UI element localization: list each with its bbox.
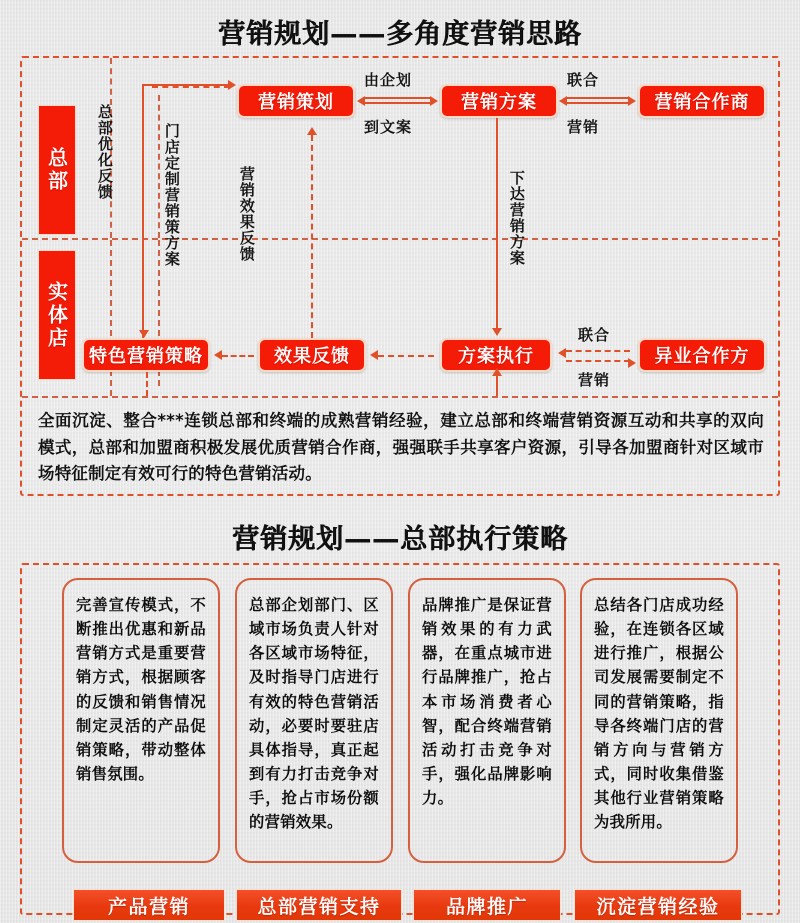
arrowhead-into-execution [492, 328, 502, 336]
arrowhead-proposal-right [430, 96, 438, 106]
arrowhead-cross-partner-right [628, 358, 636, 368]
guide-line-vertical-inner [158, 95, 160, 238]
side-label-headquarters: 总部 [38, 105, 76, 235]
side-label-physical-store: 实体店 [38, 250, 76, 380]
label-to-copy: 到文案 [364, 118, 413, 136]
strategy-card-body: 完善宣传模式，不断推出优惠和新品营销方式是重要营销方式，根据顾客的反馈和销售情况制定灵活的产品促销策略，带动整体销售氛围。 [76, 596, 206, 784]
arrow-strategy-bottom-stub [146, 372, 148, 396]
guide-line-horizontal-mid [22, 238, 778, 240]
arrow-planning-proposal [364, 97, 432, 104]
arrowhead-into-feedback [370, 350, 378, 360]
label-issue-marketing-plan: 下达营销方案 [507, 170, 526, 266]
arrowhead-feedback-up [307, 127, 317, 135]
arrowhead-proposal-left [559, 96, 567, 106]
node-marketing-planning[interactable]: 营销策划 [237, 84, 355, 118]
arrow-execution-partner-upper [566, 350, 630, 352]
arrowhead-execution-up [492, 368, 502, 376]
guide-line-horizontal-bottom [22, 396, 778, 398]
label-by-planning: 由企划 [364, 71, 413, 89]
strategy-card-body: 总部企划部门、区域市场负责人针对各区域市场特征，及时指导门店进行有效的特色营销活动，必要时要驻店具体指导，真正起到有力打击竞争对手，抢占市场份额的营销效果。 [249, 596, 379, 832]
section-2-title: 营销规划——总部执行策略 [232, 524, 568, 555]
arrow-store-custom-dashed [152, 86, 230, 88]
section-1-paragraph: 全面沉淀、整合***连锁总部和终端的成熟营销经验，建立总部和终端营销资源互动和共享的双向模式，总部和加盟商积极发展优质营销合作商，强强联手共享客户资源，引导各加盟商针对区域市场特征制定有效可行的特色营销活动。 [38, 411, 764, 484]
label-marketing-bottom: 营销 [578, 371, 611, 389]
node-effect-feedback[interactable]: 效果反馈 [258, 338, 366, 372]
arrowhead-partner-right [628, 96, 636, 106]
strategy-card-hq-marketing-support [235, 578, 393, 863]
strategy-card-brand-promotion [408, 578, 566, 863]
strategy-card-body: 总结各门店成功经验，在连锁各区域进行推广，根据公司发展需要制定不同的营销策略，指导各终端门店的营销方向与营销方式，同时收集借鉴其他行业营销策略为我所用。 [594, 596, 724, 832]
arrowhead-into-strategy [214, 350, 222, 360]
label-marketing-effect-feedback: 营销效果反馈 [237, 166, 256, 262]
node-cross-industry-partner[interactable]: 异业合作方 [638, 338, 766, 372]
arrow-feedback-up [311, 135, 313, 338]
strategy-card-marketing-experience [580, 578, 738, 863]
arrow-proposal-partner [566, 97, 630, 104]
label-joint-bottom: 联合 [578, 326, 611, 344]
section-1-title: 营销规划——多角度营销思路 [218, 19, 582, 50]
footer-label-product-marketing[interactable]: 产品营销 [73, 889, 225, 921]
label-store-custom-plan: 门店定制营销策方案 [162, 123, 181, 267]
footer-label-marketing-experience[interactable]: 沉淀营销经验 [574, 889, 742, 921]
arrowhead-planning-left [357, 96, 365, 106]
arrowhead-into-featured-strategy [139, 330, 149, 338]
node-plan-execution[interactable]: 方案执行 [440, 338, 552, 372]
arrowhead-into-planning [228, 80, 236, 90]
arrow-execution-to-feedback [378, 355, 434, 357]
node-marketing-partner[interactable]: 营销合作商 [638, 84, 766, 118]
node-marketing-proposal[interactable]: 营销方案 [440, 84, 558, 118]
guide-line-vertical-left-lower [110, 240, 112, 396]
arrow-loop-vertical [142, 84, 144, 338]
label-hq-optimize-feedback: 总部优化反馈 [95, 104, 114, 200]
strategy-card-body: 品牌推广是保证营销效果的有力武器，在重点城市进行品牌推广，抢占本市场消费者心智，配合终端营销活动打击竞争对手，强化品牌影响力。 [422, 596, 552, 808]
arrowhead-execution-left [558, 348, 566, 358]
node-featured-marketing-strategy[interactable]: 特色营销策略 [82, 338, 210, 372]
label-marketing-top: 营销 [567, 118, 600, 136]
arrow-feedback-to-strategy [222, 355, 254, 357]
label-joint-top: 联合 [567, 71, 600, 89]
arrow-proposal-down [496, 118, 498, 330]
footer-label-brand-promotion[interactable]: 品牌推广 [413, 889, 561, 921]
footer-label-hq-marketing-support[interactable]: 总部营销支持 [236, 889, 402, 921]
strategy-card-product-marketing [62, 578, 220, 863]
arrow-execution-partner-lower [566, 360, 630, 362]
